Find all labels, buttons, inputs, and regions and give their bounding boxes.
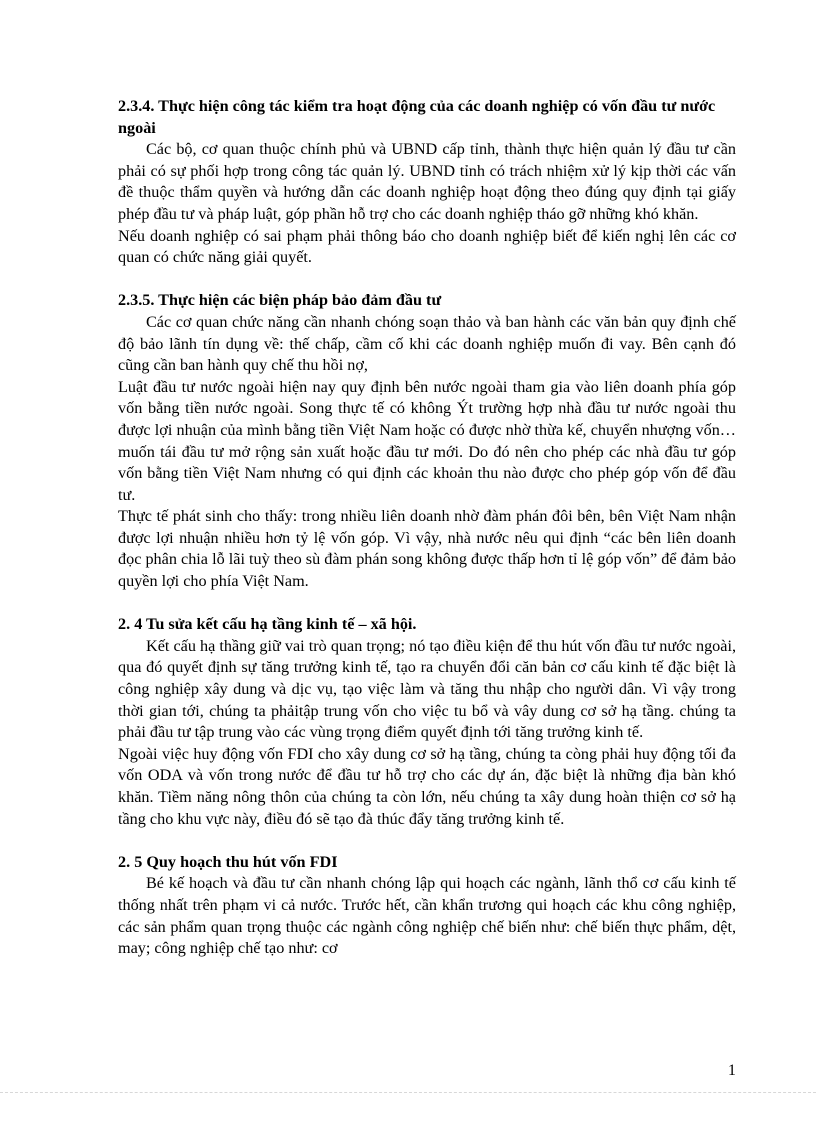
section-heading-2-3-5: 2.3.5. Thực hiện các biện pháp bảo đảm đầu tư [118, 291, 442, 310]
paragraph: Thực tế phát sinh cho thấy: trong nhiều liên doanh nhờ đàm phán đôi bên, bên Việt Nam nhận được lợi nhuận nhiều hơn tỷ lệ vốn góp. Vì vậy, nhà nước nêu qui định “các bên liên doanh đọc phân chia lỗ lãi tuỳ theo sù đàm phán song không được thấp hơn tỉ lệ góp vốn” để đảm bảo quyền lợi cho phía Việt Nam. [118, 507, 736, 591]
paragraph: Nếu doanh nghiệp có sai phạm phải thông báo cho doanh nghiệp biết để kiến nghị lên các cơ quan có chức năng giải quyết. [118, 226, 736, 267]
section-heading-2-5: 2. 5 Quy hoạch thu hút vốn FDI [118, 852, 338, 871]
paragraph: Kết cấu hạ thầng giữ vai trò quan trọng; nó tạo điều kiện để thu hút vốn đầu tư nước ngoài, qua đó quyết định sự tăng trưởng kinh tế, tạo ra chuyển đổi căn bản cơ cấu kinh tế đặc biệt là công nghiệp xây dung và dịc vụ, tạo việc làm và tăng thu nhập cho người dân. Vì vậy trong thời gian tới, chúng ta phảitập trung vốn cho việc tu bổ và vây dung cơ sở hạ tầng. chúng ta phải đầu tư tập trung vào các vùng trọng điểm quyết định tới tăng trưởng kinh tế. [118, 636, 736, 742]
paragraph: Ngoài việc huy động vốn FDI cho xây dung cơ sở hạ tầng, chúng ta còng phải huy động tối đa vốn ODA và vốn trong nước để đầu tư hỗ trợ cho các dự án, đặc biệt là những địa bàn khó khăn. Tiềm năng nông thôn của chúng ta còn lớn, nếu chúng ta xây dung hoàn thiện cơ sở hạ tầng cho khu vực này, điều đó sẽ tạo đà thúc đẩy tăng trưởng kinh tế. [118, 744, 736, 828]
paragraph: Các cơ quan chức năng cần nhanh chóng soạn thảo và ban hành các văn bản quy định chế độ bảo lãnh tín dụng về: thế chấp, cầm cố khi các doanh nghiệp muốn đi vay. Bên cạnh đó cũng cần ban hành quy chế thu hồi nợ, [118, 312, 736, 375]
section-heading-2-3-4: 2.3.4. Thực hiện công tác kiểm tra hoạt động của các doanh nghiệp có vốn đầu tư nước ngoài [118, 97, 716, 137]
page-bottom-divider [0, 1092, 816, 1093]
section-heading-2-4: 2. 4 Tu sửa kết cấu hạ tầng kinh tế – xã hội. [118, 615, 417, 634]
paragraph: Các bộ, cơ quan thuộc chính phủ và UBND cấp tỉnh, thành thực hiện quản lý đầu tư cần phải có sự phối hợp trong công tác quản lý. UBND tỉnh có trách nhiệm xử lý kịp thời các vấn đề thuộc thẩm quyền và hướng dẫn các doanh nghiệp hoạt động theo đúng quy định tại giấy phép đầu tư và pháp luật, góp phần hỗ trợ cho các doanh nghiệp tháo gỡ những khó khăn. [118, 140, 736, 223]
document-body [118, 96, 736, 960]
page-number: 1 [727, 1061, 736, 1079]
paragraph: Luật đầu tư nước ngoài hiện nay quy định bên nước ngoài tham gia vào liên doanh phía góp vốn bằng tiền nước ngoài. Song thực tế có không Ýt trường hợp nhà đầu tư nước ngoài thu được lợi nhuận của mình bằng tiền Việt Nam hoặc có được nhờ thừa kế, chuyển nhượng vốn… muốn tái đầu tư mở rộng sản xuất hoặc đầu tư mới. Do đó nên cho phép các nhà đầu tư góp vốn bằng tiền Việt Nam nhưng có qui định các khoản thu nào được cho phép góp vốn để đầu tư. [118, 377, 736, 504]
paragraph: Bé kế hoạch và đầu tư cần nhanh chóng lập qui hoạch các ngành, lãnh thổ cơ cấu kinh tế thống nhất trên phạm vi cả nước. Trước hết, cần khẩn trương qui hoạch các khu công nghiệp, các sản phẩm quan trọng thuộc các ngành công nghiệp chế biến như: chế biến thực phẩm, dệt, may; công nghiệp chế tạo như: cơ [118, 874, 736, 958]
